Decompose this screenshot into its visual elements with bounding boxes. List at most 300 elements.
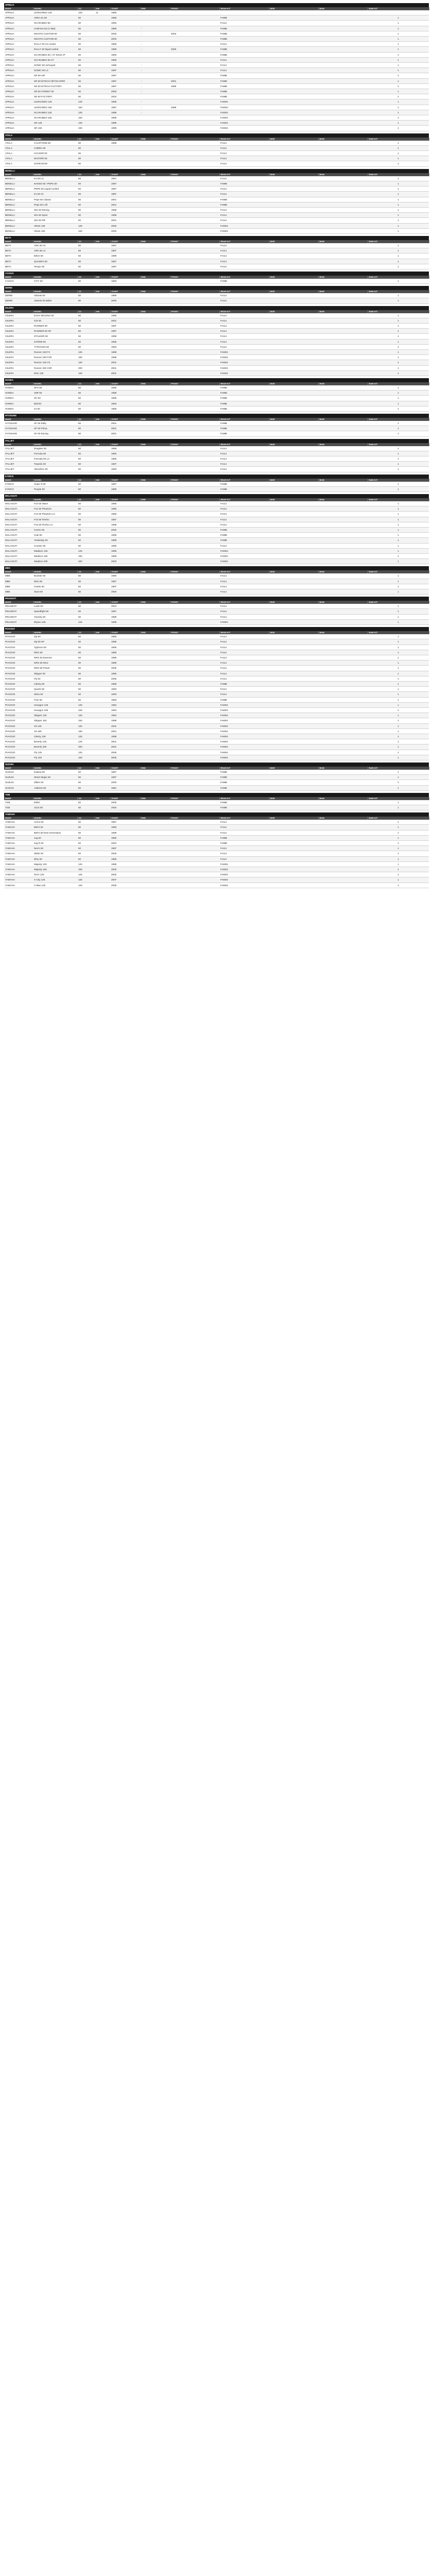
cell-cc: 50 [77,192,95,197]
cell-raw-kit: 1 [368,192,429,197]
cell-end [140,243,170,248]
brand-header: HONDA [4,378,429,382]
cell-cc: 150 [77,867,95,872]
cell-model: Sfera 50 [33,692,77,697]
table-row [4,197,429,202]
table-row [4,676,429,681]
cell-side [269,385,318,391]
cell-bom [318,462,368,467]
cell-end [140,604,170,609]
table-row [4,739,429,744]
column-header-raw-kit: RAW KIT [368,418,429,421]
cell-cc: 50 [77,426,95,431]
table-row [4,360,429,365]
cell-model: F15 50 Firefox [33,517,77,522]
column-header-make: MAKE [4,310,33,313]
cell-front [170,243,219,248]
cell-rear-kit: FA88B [219,406,269,411]
cell-model: Ovetto 50 [33,584,77,589]
cell-end [140,293,170,298]
cell-make: BENELLI [4,207,33,212]
table-row [4,692,429,697]
cell-side [269,329,318,334]
cell-cc: 50 [77,589,95,595]
brand-table-benelli [4,169,429,234]
cell-side [269,57,318,62]
table-row [4,522,429,527]
column-header-start: START [110,797,140,800]
cell-start: 1998 [110,861,140,867]
cell-cc: 125 [77,370,95,376]
cell-start: 2006 [110,883,140,888]
cell-model: SR 50 STREET 50 [33,89,77,94]
cell-raw-kit: 1 [368,548,429,553]
cell-side [269,702,318,707]
cell-cc: 125 [77,750,95,755]
cell-side [269,830,318,835]
cell-kw [95,207,110,212]
column-header-start: START [110,570,140,573]
cell-side [269,451,318,456]
cell-model: K2 50 Air [33,192,77,197]
cell-model: SONIC 50 LC [33,68,77,73]
cell-model: LEONARDO 125 [33,99,77,105]
cell-start: 1994 [110,713,140,718]
cell-end [140,846,170,851]
column-header-kw: KW [95,570,110,573]
cell-raw-kit: 1 [368,259,429,264]
cell-raw-kit: 1 [368,697,429,702]
cell-rear-kit: FA114 [219,579,269,584]
cell-cc: 50 [77,446,95,451]
cell-end [140,734,170,739]
column-header-kw: KW [95,138,110,141]
cell-front [170,63,219,68]
cell-kw [95,579,110,584]
cell-rear-kit: FA6004 [219,115,269,121]
cell-side [269,446,318,451]
cell-front [170,462,219,467]
cell-front [170,548,219,553]
cell-side [269,645,318,650]
cell-make: HONDA [4,401,33,406]
cell-bom [318,579,368,584]
cell-bom [318,820,368,825]
cell-bom [318,609,368,614]
cell-rear-kit: FA114 [219,501,269,506]
cell-rear-kit: FA114 [219,253,269,259]
cell-start: 2000 [110,89,140,94]
cell-bom [318,26,368,31]
column-header-kw: KW [95,276,110,279]
cell-bom [318,213,368,218]
cell-end [140,579,170,584]
cell-raw-kit: 1 [368,671,429,676]
cell-raw-kit: 1 [368,365,429,370]
cell-front [170,26,219,31]
cell-make: APRILIA [4,89,33,94]
cell-cc: 180 [77,355,95,360]
column-header-start: START [110,631,140,634]
cell-start: 1999 [110,110,140,115]
cell-end [140,202,170,207]
cell-bom [318,52,368,57]
cell-side [269,370,318,376]
cell-end [140,687,170,692]
cell-cc: 50 [77,681,95,686]
cell-raw-kit: 1 [368,248,429,253]
cell-start: 2001 [110,739,140,744]
cell-rear-kit: FA114 [219,145,269,150]
column-header-rear-kit: REAR KIT [219,631,269,634]
column-header-cc: CC [77,767,95,770]
cell-kw [95,666,110,671]
table-row [4,883,429,888]
cell-model: HABANA 50 (4 Takt) [33,26,77,31]
cell-side [269,396,318,401]
cell-end [140,228,170,233]
cell-make: PIAGGIO [4,692,33,697]
cell-cc: 50 [77,187,95,192]
cell-start: 1997 [110,820,140,825]
table-row [4,207,429,212]
column-header-model: MODEL [33,797,77,800]
cell-cc: 50 [77,385,95,391]
cell-model: Zip 50 SP [33,639,77,645]
cell-bom [318,739,368,744]
table-row [4,634,429,639]
cell-raw-kit: 1 [368,52,429,57]
column-header-kw: KW [95,817,110,820]
cell-kw [95,94,110,99]
cell-model: SR 50 FACTORY [33,94,77,99]
cell-kw [95,734,110,739]
cell-start: 1996 [110,396,140,401]
cell-make: MALAGUTI [4,512,33,517]
cell-rear-kit: FA114 [219,293,269,298]
cell-raw-kit: 1 [368,223,429,228]
cell-kw [95,522,110,527]
column-header-make: MAKE [4,767,33,770]
cell-start: 1998 [110,334,140,339]
cell-model: STALKER 50 [33,334,77,339]
cell-raw-kit: 1 [368,604,429,609]
table-row [4,856,429,861]
cell-cc: 125 [77,872,95,877]
cell-bom [318,548,368,553]
cell-bom [318,676,368,681]
cell-front [170,517,219,522]
cell-side [269,156,318,161]
cell-model: Fly 150 [33,755,77,760]
cell-raw-kit: 1 [368,554,429,559]
cell-rear-kit: FA114 [219,650,269,655]
cell-side [269,584,318,589]
cell-raw-kit: 1 [368,57,429,62]
cell-side [269,589,318,595]
cell-make: PIAGGIO [4,739,33,744]
cell-raw-kit: 1 [368,522,429,527]
cell-make: ATALA [4,156,33,161]
column-header-cc: CC [77,138,95,141]
cell-start: 2007 [110,877,140,883]
cell-make: PIAGGIO [4,634,33,639]
cell-rear-kit: FA88B [219,83,269,89]
cell-start: 1998 [110,718,140,723]
cell-front [170,851,219,856]
cell-rear-kit: FA114 [219,323,269,328]
cell-kw [95,538,110,543]
cell-cc: 50 [77,15,95,21]
cell-bom [318,872,368,877]
cell-side [269,26,318,31]
cell-kw [95,370,110,376]
cell-end [140,692,170,697]
cell-bom [318,68,368,73]
cell-raw-kit: 1 [368,349,429,354]
cell-model: Nitro 50 [33,579,77,584]
brand-header: ITALJET [4,439,429,443]
cell-start: 1998 [110,141,140,146]
cell-front [170,218,219,223]
column-header-kw: KW [95,797,110,800]
cell-front [170,702,219,707]
cell-front [170,780,219,785]
cell-front [170,57,219,62]
cell-model: Street Magic 50 [33,775,77,780]
cell-cc: 125 [77,619,95,624]
cell-raw-kit: 1 [368,421,429,426]
cell-start [110,145,140,150]
cell-cc: 50 [77,538,95,543]
cell-side [269,52,318,57]
cell-side [269,426,318,431]
cell-end [140,501,170,506]
cell-kw [95,37,110,42]
table-row [4,213,429,218]
column-header-cc: CC [77,797,95,800]
cell-side [269,835,318,840]
table-row [4,744,429,750]
cell-side [269,259,318,264]
cell-start: 1997 [110,78,140,83]
table-row [4,83,429,89]
column-header-side: SIDE [269,631,318,634]
cell-side [269,141,318,146]
cell-make: PIAGGIO [4,702,33,707]
cell-front: 2001 [170,78,219,83]
column-header-bom: BOM [318,276,368,279]
column-header-model: MODEL [33,418,77,421]
cell-kw [95,318,110,323]
cell-model: Fly 50 [33,676,77,681]
cell-model: Madison 125 [33,548,77,553]
cell-raw-kit: 1 [368,385,429,391]
cell-raw-kit: 1 [368,770,429,775]
table-row [4,121,429,126]
cell-start: 2001 [110,218,140,223]
cell-bom [318,614,368,619]
cell-side [269,223,318,228]
cell-raw-kit: 1 [368,329,429,334]
cell-side [269,68,318,73]
cell-front [170,223,219,228]
cell-side [269,655,318,660]
cell-bom [318,825,368,830]
cell-rear-kit: FA88B [219,78,269,83]
cell-cc: 50 [77,264,95,269]
cell-kw [95,559,110,564]
cell-model: Jog R 50 [33,841,77,846]
column-header-kw: KW [95,173,110,176]
cell-raw-kit: 1 [368,681,429,686]
cell-bom [318,57,368,62]
brand-table-derbi [4,286,429,303]
cell-raw-kit: 1 [368,126,429,131]
cell-kw [95,385,110,391]
cell-kw [95,391,110,396]
cell-kw [95,846,110,851]
cell-rear-kit: FA114 [219,192,269,197]
cell-kw [95,609,110,614]
column-header-side: SIDE [269,570,318,573]
column-header-start: START [110,240,140,243]
cell-start: 2002 [110,841,140,846]
cell-start: 2003 [110,37,140,42]
cell-bom [318,856,368,861]
cell-side [269,253,318,259]
cell-rear-kit: FA114 [219,141,269,146]
cell-end [140,446,170,451]
cell-make: ATALA [4,151,33,156]
cell-rear-kit: FA88B [219,421,269,426]
cell-raw-kit: 1 [368,872,429,877]
cell-raw-kit: 1 [368,181,429,186]
cell-raw-kit: 1 [368,785,429,790]
cell-end [140,313,170,318]
column-header-rear-kit: REAR KIT [219,173,269,176]
cell-model: F15 50 Firefox LC [33,522,77,527]
cell-start: 1997 [110,846,140,851]
cell-raw-kit: 1 [368,228,429,233]
column-header-make: MAKE [4,240,33,243]
cell-model: Velvet 125 [33,223,77,228]
cell-kw [95,805,110,810]
column-header-bom: BOM [318,7,368,10]
cell-side [269,318,318,323]
cell-start: 2000 [110,528,140,533]
cell-kw [95,349,110,354]
cell-make: PEUGEOT [4,619,33,624]
column-header-make: MAKE [4,382,33,385]
cell-model: AREA 51 50 [33,15,77,21]
cell-model: EASY MOVING 50 [33,313,77,318]
cell-model: Fly 125 [33,750,77,755]
column-header-make: MAKE [4,138,33,141]
cell-front [170,634,219,639]
cell-start: 1998 [110,522,140,527]
cell-rear-kit: FA6004 [219,750,269,755]
cell-start: 1999 [110,533,140,538]
cell-kw [95,639,110,645]
cell-make: PIAGGIO [4,676,33,681]
cell-side [269,522,318,527]
cell-end [140,559,170,564]
cell-rear-kit: FA114 [219,851,269,856]
cell-cc: 50 [77,313,95,318]
cell-model: PEPE 50 Liquid Cooled [33,187,77,192]
cell-raw-kit: 1 [368,713,429,718]
cell-rear-kit: FA88B [219,396,269,401]
cell-model: Hexagon 150 [33,707,77,713]
brand-header: YAMAHA [4,812,429,817]
cell-make: YAMAHA [4,825,33,830]
brand-table-piaggio [4,627,429,760]
cell-cc: 50 [77,421,95,426]
cell-make: APRILIA [4,99,33,105]
cell-raw-kit: 1 [368,431,429,436]
column-header-bom: BOM [318,240,368,243]
cell-front [170,161,219,166]
cell-end [140,543,170,548]
cell-kw [95,259,110,264]
cell-cc: 50 [77,528,95,533]
cell-start: 1990 [110,835,140,840]
cell-front [170,99,219,105]
cell-front [170,713,219,718]
cell-kw [95,26,110,31]
cell-make: HONDA [4,406,33,411]
cell-kw [95,339,110,344]
column-header-kw: KW [95,290,110,293]
cell-rear-kit: FA114 [219,666,269,671]
cell-bom [318,279,368,284]
cell-make: BENELLI [4,213,33,218]
cell-cc: 125 [77,360,95,365]
cell-front: 1999 [170,83,219,89]
cell-make: APRILIA [4,110,33,115]
cell-model: SCARABEO 50 [33,21,77,26]
cell-raw-kit: 1 [368,666,429,671]
cell-front [170,861,219,867]
cell-bom [318,851,368,856]
cell-raw-kit: 1 [368,47,429,52]
cell-raw-kit: 1 [368,339,429,344]
cell-raw-kit: 1 [368,780,429,785]
cell-make: GILERA [4,344,33,349]
cell-end [140,248,170,253]
cell-front [170,421,219,426]
cell-rear-kit: FA114 [219,151,269,156]
cell-cc: 180 [77,728,95,734]
cell-make: CAGIVA [4,279,33,284]
cell-raw-kit: 1 [368,856,429,861]
column-header-cc: CC [77,498,95,501]
column-header-front: FRONT [170,418,219,421]
cell-raw-kit: 1 [368,37,429,42]
cell-kw [95,57,110,62]
cell-end [140,533,170,538]
cell-model: Liberty 50 [33,681,77,686]
cell-bom [318,192,368,197]
table-row [4,462,429,467]
cell-rear-kit: FA6004 [219,867,269,872]
cell-raw-kit: 1 [368,253,429,259]
column-header-front: FRONT [170,631,219,634]
cell-side [269,213,318,218]
cell-front [170,800,219,805]
cell-make: HONDA [4,385,33,391]
